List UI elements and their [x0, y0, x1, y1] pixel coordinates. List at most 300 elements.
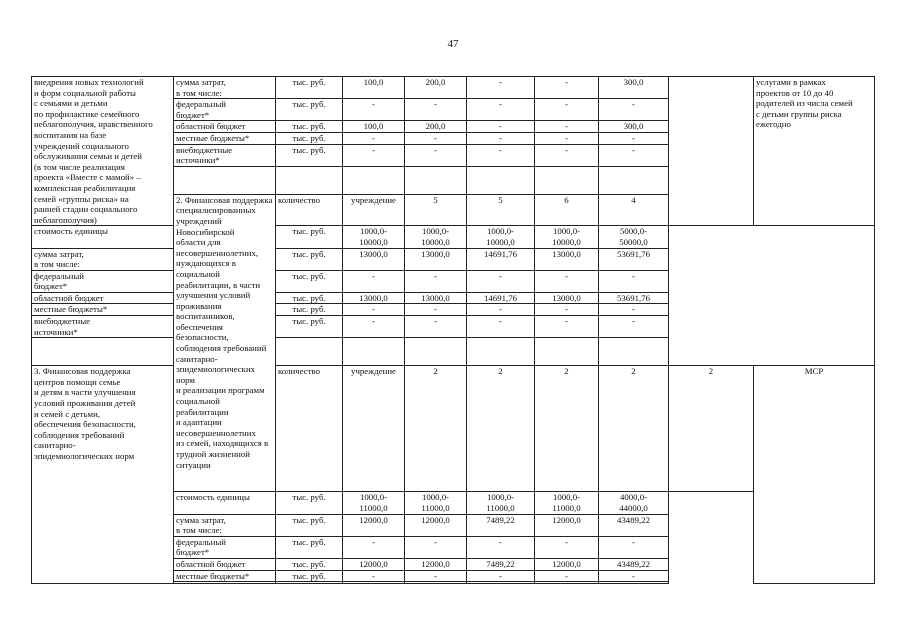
federal-value [535, 536, 599, 558]
federal-value [405, 270, 467, 292]
expected-result-line: ежегодно [756, 119, 791, 130]
indicator-label-text: сумма затрат, [176, 514, 226, 525]
indicator-label-text: бюджет* [176, 109, 210, 120]
local-value-text: - [565, 132, 568, 143]
unit-cost-value-text: 11000,0 [359, 502, 388, 513]
measure-description-line: и форм социальной работы [34, 87, 136, 98]
indicator-label-text: источники* [176, 155, 220, 166]
cost-value-text: 300,0 [623, 77, 644, 87]
federal-value-text: - [372, 99, 375, 110]
local-value-text: - [499, 304, 502, 315]
local-value-text: - [372, 304, 375, 315]
empty-cell [32, 338, 174, 366]
unit-label [276, 226, 343, 248]
unit-label [276, 558, 343, 570]
federal-value [467, 270, 535, 292]
indicator-label-text: стоимость единицы [176, 492, 250, 503]
cost-value-text: 7489,22 [486, 514, 515, 525]
empty-cell [405, 338, 467, 366]
regional-value-text: 13000,0 [421, 292, 450, 303]
local-value-text: - [565, 304, 568, 315]
indicator-label-text: в том числе: [176, 87, 222, 98]
quantity-value-text: 2 [498, 366, 503, 377]
measure-description-line: соблюдения требований [176, 343, 267, 354]
unit-cost-value-text: 10000,0 [552, 236, 581, 247]
local-value-text: - [565, 570, 568, 581]
quantity-value-text: 5 [433, 194, 438, 205]
extrabudget-value [535, 316, 599, 338]
regional-value-text: 13000,0 [552, 292, 581, 303]
indicator-label [174, 514, 276, 536]
regional-value-text: 200,0 [425, 121, 446, 132]
unit-cost-value [467, 492, 535, 514]
cost-value-text: 13000,0 [359, 248, 388, 259]
regional-value-text: 12000,0 [552, 558, 581, 569]
indicator-label [174, 121, 276, 133]
empty-cell [343, 338, 405, 366]
indicator-label [174, 558, 276, 570]
unit-cost-value [343, 226, 405, 248]
unit-label-text: тыс. руб. [292, 144, 326, 155]
extrabudget-value [405, 316, 467, 338]
extrabudget-value-text: - [565, 144, 568, 155]
measure-description-line: соблюдения требований [34, 429, 125, 440]
empty-cell [535, 166, 599, 194]
unit-label-text: тыс. руб. [292, 514, 326, 525]
indicator-label [276, 194, 343, 226]
unit-label-text: тыс. руб. [292, 132, 326, 143]
federal-value [467, 99, 535, 121]
regional-value-text: - [499, 121, 502, 132]
federal-value [535, 270, 599, 292]
unit-cost-value-text: 1000,0- [486, 226, 515, 237]
federal-value-text: - [434, 536, 437, 547]
indicator-label-text: местные бюджеты* [176, 570, 250, 581]
indicator-label [174, 132, 276, 144]
extrabudget-value-text: - [499, 316, 502, 327]
extrabudget-value [599, 144, 669, 166]
empty-cell [174, 166, 276, 194]
measure-description-line: семей «группы риска» на [34, 193, 129, 204]
unit-cost-value-text: 1000,0- [359, 492, 388, 503]
extrabudget-value-text: - [434, 144, 437, 155]
unit-label [343, 194, 405, 226]
federal-value [467, 536, 535, 558]
executor-cell [669, 77, 754, 226]
federal-value-text: - [372, 536, 375, 547]
federal-value-text: - [499, 270, 502, 281]
federal-value-text: - [632, 270, 635, 281]
measure-description-line: ранней стадии социального [34, 204, 138, 215]
regional-value [535, 292, 599, 304]
unit-label [276, 77, 343, 99]
measure-description-line: эпидемиологических норм [176, 364, 256, 385]
unit-label-text: тыс. руб. [292, 77, 326, 87]
unit-label [276, 316, 343, 338]
extrabudget-value [467, 144, 535, 166]
measure-description-line: обеспечения безопасности, [34, 419, 136, 430]
extrabudget-value [599, 316, 669, 338]
measure-description-line: социальной реабилитации [176, 396, 229, 417]
measure-description-line: области для [176, 237, 221, 248]
measure-description [32, 366, 174, 584]
cost-value [343, 248, 405, 270]
local-value-text: - [434, 304, 437, 315]
federal-value [405, 536, 467, 558]
regional-value [343, 558, 405, 570]
indicator-label-text: областной бюджет [176, 121, 246, 132]
local-value [599, 132, 669, 144]
local-value [405, 304, 467, 316]
indicator-label-text: сумма затрат, [176, 77, 226, 87]
indicator-label [174, 99, 276, 121]
indicator-label [174, 570, 276, 582]
cost-value [405, 248, 467, 270]
measure-description-line: неблагополучия) [34, 214, 97, 225]
unit-label [343, 366, 405, 492]
measure-description-line: центров помощи семье [34, 376, 121, 387]
cost-value [599, 77, 669, 99]
unit-cost-value-text: 1000,0- [552, 492, 581, 503]
cost-value [467, 248, 535, 270]
regional-value-text: 100,0 [363, 121, 384, 132]
unit-label-text: тыс. руб. [292, 99, 326, 110]
regional-value [405, 121, 467, 133]
measure-description-line: несовершеннолетних, [176, 247, 259, 258]
extrabudget-value-text: - [565, 316, 568, 327]
cost-value-text: 43489,22 [617, 514, 650, 525]
local-value-text: - [632, 132, 635, 143]
cost-value [535, 514, 599, 536]
measure-description-line: обслуживания семьи и детей [34, 151, 142, 162]
federal-value [599, 99, 669, 121]
quantity-value [599, 366, 669, 492]
measure-description-line: и адаптации [176, 417, 222, 428]
unit-label [276, 570, 343, 582]
unit-cost-value [599, 226, 669, 248]
local-value [343, 132, 405, 144]
indicator-label [174, 144, 276, 166]
empty-cell [276, 338, 343, 366]
table-body [32, 77, 875, 584]
indicator-label-text: бюджет* [176, 547, 210, 558]
extrabudget-value [405, 144, 467, 166]
regional-value-text: 7489,22 [486, 558, 515, 569]
regional-value [599, 121, 669, 133]
empty-cell [467, 582, 535, 584]
federal-value [343, 99, 405, 121]
indicator-label [276, 366, 343, 492]
unit-cost-value [535, 226, 599, 248]
local-value-text: - [632, 304, 635, 315]
measure-description-line: трудной жизненной ситуации [176, 449, 250, 470]
cost-value [535, 248, 599, 270]
table-row [32, 270, 875, 292]
cost-value-text: - [499, 77, 502, 87]
federal-value-text: - [565, 99, 568, 110]
federal-value-text: - [434, 270, 437, 281]
regional-value [467, 558, 535, 570]
quantity-value-text: 2 [433, 366, 438, 377]
indicator-label-text: количество [278, 194, 320, 205]
indicator-label [174, 77, 276, 99]
measure-description-line: проживания воспитанников, [176, 300, 235, 322]
measure-description-line: нуждающихся в социальной [176, 258, 236, 279]
federal-value [405, 99, 467, 121]
measure-description-line: воспитания на базе [34, 129, 107, 140]
indicator-label-text: внебюджетные [34, 316, 91, 327]
cost-value [405, 514, 467, 536]
cost-value-text: - [565, 77, 568, 87]
measure-description-line: и семей с детьми, [34, 408, 101, 419]
cost-value [467, 514, 535, 536]
quantity-value [535, 194, 599, 226]
local-value [535, 132, 599, 144]
measure-description-line: проекта «Вместе с мамой» – [34, 172, 141, 183]
executor-label: МСР [804, 366, 824, 377]
extrabudget-value-text: - [632, 144, 635, 155]
federal-value-text: - [565, 270, 568, 281]
unit-label-text: тыс. руб. [292, 292, 326, 303]
measure-description-line: (в том числе реализация [34, 161, 125, 172]
indicator-label-text: областной бюджет [34, 292, 104, 303]
indicator-label-text: в том числе: [34, 259, 80, 270]
extrabudget-value-text: - [434, 316, 437, 327]
quantity-value [405, 366, 467, 492]
unit-cost-value-text: 44000,0 [619, 502, 648, 513]
indicator-label-text: в том числе: [176, 525, 222, 536]
cost-value [343, 77, 405, 99]
unit-label-text: тыс. руб. [292, 492, 326, 503]
quantity-value-text: 2 [631, 366, 636, 377]
local-value-text: - [499, 132, 502, 143]
federal-value [343, 270, 405, 292]
unit-cost-value-text: 10000,0 [421, 236, 450, 247]
unit-cost-value [535, 492, 599, 514]
expected-result-line: с детьми группы риска [756, 108, 842, 119]
quantity-value-text: 4 [631, 194, 636, 205]
measure-description-line: учреждений социального [34, 140, 129, 151]
unit-cost-value-text: 1000,0- [421, 226, 450, 237]
indicator-label-text: сумма затрат, [34, 248, 84, 259]
local-value-text: - [434, 570, 437, 581]
extrabudget-value [343, 144, 405, 166]
unit-cost-value-text: 10000,0 [486, 236, 515, 247]
federal-value-text: - [632, 536, 635, 547]
expected-result [754, 77, 875, 226]
regional-value-text: - [565, 121, 568, 132]
local-value [467, 304, 535, 316]
unit-cost-value [599, 492, 669, 514]
measure-description-line: улучшения условий [176, 290, 251, 301]
measure-description-line: комплексная реабилитация [34, 182, 136, 193]
regional-value-text: 43489,22 [617, 558, 650, 569]
measure-description-line: учреждений Новосибирской [176, 215, 235, 237]
measure-description-line: из семей, находящихся в [176, 438, 269, 449]
quantity-value [669, 366, 754, 492]
measure-description-line: неблагополучия, нравственного [34, 119, 153, 130]
regional-value [343, 121, 405, 133]
unit-label [276, 99, 343, 121]
local-value [535, 304, 599, 316]
quantity-value [467, 194, 535, 226]
cost-value-text: 14691,76 [484, 248, 517, 259]
local-value [405, 132, 467, 144]
unit-label-text: учреждение [351, 194, 396, 205]
table-row [32, 316, 875, 338]
unit-cost-value-text: 50000,0 [619, 236, 648, 247]
cost-value-text: 12000,0 [421, 514, 450, 525]
cost-value-text: 12000,0 [552, 514, 581, 525]
unit-cost-value-text: 4000,0- [619, 492, 648, 503]
unit-label-text: тыс. руб. [292, 270, 326, 281]
unit-cost-value [467, 226, 535, 248]
federal-value-text: - [565, 536, 568, 547]
local-value [405, 570, 467, 582]
unit-cost-value-text: 11000,0 [421, 502, 450, 513]
indicator-label-text: количество [278, 366, 320, 377]
indicator-label [32, 292, 174, 304]
indicator-label-text: федеральный [176, 536, 226, 547]
indicator-label [32, 304, 174, 316]
cost-value-text: 12000,0 [359, 514, 388, 525]
unit-cost-value-text: 11000,0 [552, 502, 581, 513]
indicator-label-text: местные бюджеты* [176, 132, 250, 143]
measure-description-line: внедрения новых технологий [34, 77, 144, 87]
extrabudget-value [467, 316, 535, 338]
federal-value-text: - [499, 536, 502, 547]
regional-value [599, 292, 669, 304]
extrabudget-value-text: - [372, 316, 375, 327]
federal-value [343, 536, 405, 558]
empty-cell [276, 582, 343, 584]
unit-label [276, 292, 343, 304]
table-row [32, 366, 875, 492]
federal-value [599, 536, 669, 558]
table-row [32, 226, 875, 248]
regional-value-text: 300,0 [623, 121, 644, 132]
measure-description [174, 194, 276, 492]
table-row [32, 338, 875, 366]
cost-value [599, 248, 669, 270]
cost-value [467, 77, 535, 99]
local-value-text: - [372, 132, 375, 143]
cost-value-text: 53691,76 [617, 248, 650, 259]
empty-cell [343, 166, 405, 194]
federal-value-text: - [632, 99, 635, 110]
indicator-label-text: областной бюджет [176, 558, 246, 569]
indicator-label-text: бюджет* [34, 281, 68, 292]
unit-cost-value [405, 492, 467, 514]
indicator-label [174, 492, 276, 514]
table-row [32, 292, 875, 304]
unit-label [276, 121, 343, 133]
unit-label [276, 514, 343, 536]
cost-value [343, 514, 405, 536]
empty-cell [535, 338, 599, 366]
table-row [32, 248, 875, 270]
unit-label [276, 536, 343, 558]
quantity-value-text: 2 [708, 366, 714, 377]
measure-description-line: и детям в части улучшения [34, 387, 136, 398]
quantity-value [405, 194, 467, 226]
indicator-label-text: федеральный [176, 99, 226, 110]
local-value [535, 570, 599, 582]
regional-value-text: 12000,0 [359, 558, 388, 569]
regional-value-text: 13000,0 [359, 292, 388, 303]
unit-cost-value-text: 10000,0 [359, 236, 388, 247]
measure-description-line: санитарно- [176, 353, 218, 364]
expected-result-line: родителей из числа семей [756, 98, 853, 109]
federal-value-text: - [434, 99, 437, 110]
quantity-value-text: 2 [564, 366, 569, 377]
federal-value [535, 99, 599, 121]
measure-description-line: по профилактике семейного [34, 108, 140, 119]
cost-value-text: 100,0 [363, 77, 384, 87]
regional-value [405, 558, 467, 570]
unit-cost-value [405, 226, 467, 248]
extrabudget-value-text: - [632, 316, 635, 327]
empty-cell [405, 582, 467, 584]
regional-value [343, 292, 405, 304]
local-value-text: - [632, 570, 635, 581]
empty-cell [467, 166, 535, 194]
local-value-text: - [434, 132, 437, 143]
cost-value [405, 77, 467, 99]
unit-cost-value-text: 1000,0- [421, 492, 450, 503]
regional-value-text: 12000,0 [421, 558, 450, 569]
measure-description-line: и реализации программ [176, 385, 265, 396]
local-value [467, 132, 535, 144]
measure-description-line: санитарно- [34, 440, 76, 451]
unit-label [276, 304, 343, 316]
page-number: 47 [447, 38, 459, 50]
table-row [32, 304, 875, 316]
measure-description-line: 2. Финансовая поддержка [176, 194, 273, 205]
indicator-label-text: местные бюджеты* [34, 304, 108, 315]
measure-description-line: 3. Финансовая поддержка [34, 366, 131, 377]
cost-value [535, 77, 599, 99]
indicator-label [32, 316, 174, 338]
unit-label [276, 270, 343, 292]
local-value [599, 304, 669, 316]
federal-value-text: - [499, 99, 502, 110]
extrabudget-value-text: - [499, 144, 502, 155]
quantity-value [599, 194, 669, 226]
measure-description-line: с семьями и детьми [34, 98, 108, 109]
indicator-label [32, 270, 174, 292]
local-value-text: - [499, 570, 502, 581]
extrabudget-value [343, 316, 405, 338]
empty-cell [599, 166, 669, 194]
indicator-label-text: источники* [34, 326, 78, 337]
empty-cell [174, 582, 276, 584]
indicator-label-text: внебюджетные [176, 144, 233, 155]
regional-value-text: 14691,76 [484, 292, 517, 303]
empty-cell [535, 582, 599, 584]
unit-label-text: тыс. руб. [292, 570, 326, 581]
indicator-label-text: федеральный [34, 270, 84, 281]
unit-label-text: учреждение [351, 366, 396, 377]
federal-value-text: - [372, 270, 375, 281]
unit-label-text: тыс. руб. [292, 316, 326, 327]
indicator-label [174, 536, 276, 558]
expected-result-line: услугами в рамках [756, 77, 826, 87]
measure-description [32, 77, 174, 226]
cost-value-text: 200,0 [425, 77, 446, 87]
executor-cell [754, 366, 875, 584]
measure-description-line: условий проживания детей [34, 398, 136, 409]
